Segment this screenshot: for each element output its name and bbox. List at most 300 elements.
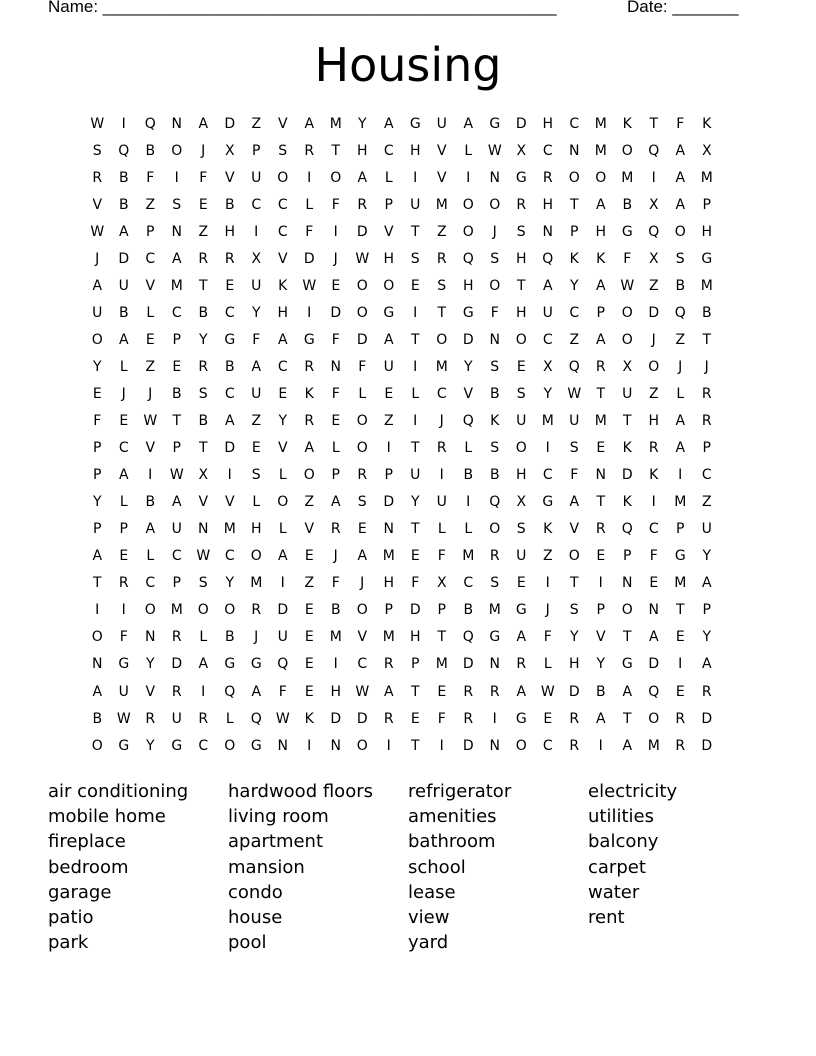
grid-letter: K [649,467,659,484]
grid-letter: P [702,440,711,457]
grid-letter: G [224,656,236,673]
grid-letter: I [413,169,418,186]
grid-letter: A [251,358,262,375]
grid-letter: R [463,710,474,727]
grid-letter: P [119,521,128,538]
grid-letter: V [145,440,156,457]
grid-letter: R [516,196,527,213]
grid-letter: B [463,467,474,484]
grid-letter: V [463,385,474,402]
grid-letter: W [143,413,158,430]
grid-letter: A [224,413,235,430]
grid-letter: H [648,413,660,430]
grid-letter: A [516,683,527,700]
grid-letter: I [201,683,206,700]
grid-letter: R [463,683,474,700]
grid-letter: L [437,521,446,538]
grid-letter: E [119,413,129,430]
grid-letter: L [543,656,552,673]
grid-letter: D [330,710,342,727]
grid-letter: U [118,683,129,700]
grid-letter: A [251,683,262,700]
grid-letter: I [333,223,338,240]
grid-letter: V [436,169,447,186]
grid-letter: I [545,575,550,592]
grid-letter: A [675,142,686,159]
grid-letter: M [223,521,236,538]
grid-letter: N [648,602,659,619]
grid-letter: X [648,250,659,267]
grid-letter: N [330,737,341,754]
grid-letter: R [542,169,553,186]
grid-letter: I [651,169,656,186]
grid-letter: X [622,358,633,375]
grid-letter: Q [648,683,660,700]
grid-letter: A [675,440,686,457]
grid-letter: H [515,250,527,267]
grid-letter: A [118,223,129,240]
grid-letter: I [280,575,285,592]
grid-letter: E [145,331,155,348]
grid-letter: C [277,358,288,375]
grid-letter: J [360,575,365,592]
grid-letter: B [675,277,686,294]
grid-letter: Q [277,656,289,673]
grid-letter: O [356,440,368,457]
grid-letter: E [119,548,129,565]
grid-letter: I [598,575,603,592]
grid-letter: T [437,304,447,321]
grid-letter: H [224,223,236,240]
grid-letter: L [464,440,473,457]
grid-letter: R [304,142,315,159]
grid-letter: P [411,656,420,673]
grid-letter: I [439,467,444,484]
grid-letter: N [489,656,500,673]
grid-letter: C [171,548,182,565]
grid-letter: X [542,358,553,375]
grid-letter: O [462,196,474,213]
grid-letter: I [678,656,683,673]
word-bank-item: bathroom [408,831,496,853]
grid-letter: L [119,358,128,375]
grid-letter: E [304,548,314,565]
grid-letter: F [331,196,340,213]
grid-letter: T [622,710,632,727]
grid-letter: A [357,169,368,186]
grid-letter: S [516,223,526,240]
grid-letter: Y [463,358,473,375]
grid-letter: X [516,142,527,159]
grid-letter: R [198,710,209,727]
grid-letter: G [621,223,633,240]
grid-letter: C [383,142,394,159]
grid-letter: G [621,656,633,673]
grid-letter: D [462,737,474,754]
grid-letter: F [199,169,208,186]
grid-letter: B [145,494,156,511]
grid-letter: G [409,115,421,132]
grid-letter: D [118,250,130,267]
grid-letter: E [410,548,420,565]
grid-letter: G [250,656,262,673]
grid-letter: H [568,656,580,673]
grid-letter: C [224,548,235,565]
grid-letter: X [701,142,712,159]
grid-letter: J [333,250,338,267]
grid-letter: O [91,737,103,754]
grid-letter: G [489,115,501,132]
grid-letter: B [224,196,235,213]
word-bank-item: carpet [588,856,646,878]
grid-letter: S [490,575,500,592]
grid-letter: O [595,169,607,186]
grid-letter: Y [145,656,155,673]
grid-letter: H [277,304,289,321]
grid-letter: O [489,521,501,538]
grid-letter: A [701,656,712,673]
grid-letter: G [489,629,501,646]
grid-letter: D [303,250,315,267]
grid-letter: D [701,737,713,754]
grid-letter: J [678,358,683,375]
grid-letter: I [333,656,338,673]
grid-letter: O [330,169,342,186]
grid-letter: C [224,304,235,321]
grid-letter: D [462,656,474,673]
grid-letter: K [543,521,553,538]
grid-letter: F [331,331,340,348]
word-bank-item: bedroom [48,856,129,878]
grid-letter: P [172,440,181,457]
grid-letter: M [462,548,475,565]
grid-letter: S [490,440,500,457]
grid-letter: W [620,277,635,294]
grid-letter: O [356,413,368,430]
grid-letter: E [649,575,659,592]
grid-letter: G [515,710,527,727]
grid-letter: U [542,304,553,321]
date-field-label: Date: _______ [627,0,739,16]
grid-letter: E [278,385,288,402]
grid-letter: H [409,629,421,646]
grid-letter: R [489,548,500,565]
grid-letter: I [413,413,418,430]
word-bank [48,779,768,955]
grid-letter: I [174,169,179,186]
grid-letter: U [516,548,527,565]
grid-letter: R [569,737,580,754]
grid-letter: E [410,710,420,727]
grid-letter: C [198,737,209,754]
grid-letter: S [278,142,288,159]
grid-letter: P [437,602,446,619]
grid-letter: B [224,629,235,646]
grid-letter: V [224,494,235,511]
grid-letter: E [675,683,685,700]
grid-letter: W [90,115,105,132]
grid-letter: I [678,467,683,484]
grid-letter: O [356,277,368,294]
grid-letter: Q [224,683,236,700]
word-bank-item: fireplace [48,831,126,853]
grid-letter: U [622,385,633,402]
grid-letter: S [490,250,500,267]
grid-letter: L [384,169,393,186]
grid-letter: Q [462,413,474,430]
grid-letter: S [675,250,685,267]
grid-letter: I [545,440,550,457]
grid-letter: K [702,115,712,132]
word-bank-item: balcony [588,831,659,853]
grid-letter: X [648,196,659,213]
grid-letter: W [275,710,290,727]
grid-letter: F [490,304,499,321]
grid-letter: P [570,223,579,240]
grid-letter: Z [145,358,156,375]
grid-letter: I [386,440,391,457]
grid-letter: P [596,602,605,619]
grid-letter: N [330,358,341,375]
grid-letter: F [623,250,632,267]
grid-letter: Q [489,494,501,511]
grid-letter: E [596,548,606,565]
grid-letter: V [277,250,288,267]
grid-letter: A [595,331,606,348]
word-bank-item: garage [48,881,112,903]
grid-letter: L [464,521,473,538]
grid-letter: J [121,385,126,402]
grid-letter: I [227,467,232,484]
grid-letter: A [330,494,341,511]
grid-letter: V [198,494,209,511]
grid-letter: R [145,710,156,727]
grid-letter: P [384,196,393,213]
grid-letter: S [490,358,500,375]
grid-letter: A [198,656,209,673]
grid-letter: O [515,440,527,457]
grid-letter: L [676,385,685,402]
grid-letter: F [358,358,367,375]
grid-letter: Q [144,115,156,132]
grid-letter: P [623,548,632,565]
grid-letter: B [92,710,103,727]
grid-letter: U [171,521,182,538]
grid-letter: N [171,223,182,240]
grid-letter: F [649,548,658,565]
grid-letter: M [435,358,448,375]
grid-letter: K [278,277,288,294]
grid-letter: A [92,548,103,565]
grid-letter: O [674,223,686,240]
grid-letter: A [92,683,103,700]
grid-letter: B [463,602,474,619]
grid-letter: N [92,656,103,673]
grid-letter: V [92,196,103,213]
grid-letter: W [196,548,211,565]
grid-letter: Y [596,656,606,673]
grid-letter: T [437,629,447,646]
grid-letter: U [118,277,129,294]
grid-letter: Y [251,304,261,321]
grid-letter: M [594,115,607,132]
grid-letter: S [569,440,579,457]
grid-letter: E [516,575,526,592]
grid-letter: O [91,629,103,646]
grid-letter: J [333,548,338,565]
grid-letter: F [331,385,340,402]
grid-letter: D [462,331,474,348]
grid-letter: R [198,250,209,267]
grid-letter: Z [675,331,686,348]
grid-letter: E [251,440,261,457]
grid-letter: E [357,521,367,538]
grid-letter: A [701,575,712,592]
grid-letter: C [277,196,288,213]
grid-letter: I [148,467,153,484]
grid-letter: A [198,115,209,132]
grid-letter: F [543,629,552,646]
grid-letter: R [304,413,315,430]
grid-letter: C [118,440,129,457]
grid-letter: V [569,521,580,538]
grid-letter: H [515,304,527,321]
grid-letter: S [92,142,102,159]
grid-letter: W [116,710,131,727]
grid-letter: R [701,683,712,700]
grid-letter: A [383,115,394,132]
word-bank-item: pool [228,932,267,954]
grid-letter: B [489,385,500,402]
grid-letter: J [704,358,709,375]
grid-letter: I [492,710,497,727]
grid-letter: O [197,602,209,619]
grid-letter: B [224,358,235,375]
grid-letter: L [225,710,234,727]
grid-letter: M [700,277,713,294]
grid-letter: P [331,467,340,484]
grid-letter: P [384,602,393,619]
grid-letter: V [304,521,315,538]
grid-letter: F [119,629,128,646]
grid-letter: N [569,142,580,159]
grid-letter: E [304,629,314,646]
grid-letter: M [329,629,342,646]
word-bank-item: lease [408,881,456,903]
grid-letter: P [596,304,605,321]
grid-letter: I [307,737,312,754]
grid-letter: B [198,304,209,321]
grid-letter: H [542,115,554,132]
grid-letter: Z [304,494,315,511]
grid-letter: A [463,115,474,132]
grid-letter: L [305,196,314,213]
grid-letter: F [93,413,102,430]
grid-letter: D [224,115,236,132]
grid-letter: Z [304,575,315,592]
grid-letter: D [356,223,368,240]
word-bank-item: yard [408,932,449,954]
grid-letter: L [411,385,420,402]
grid-letter: S [198,575,208,592]
grid-letter: A [145,521,156,538]
grid-letter: H [330,683,342,700]
grid-letter: K [569,250,579,267]
grid-letter: I [386,737,391,754]
grid-letter: L [278,467,287,484]
grid-letter: V [145,683,156,700]
grid-letter: C [145,250,156,267]
grid-letter: H [701,223,713,240]
grid-letter: F [305,223,314,240]
grid-letter: L [146,304,155,321]
grid-letter: R [330,521,341,538]
grid-letter: G [250,737,262,754]
grid-letter: E [596,440,606,457]
grid-letter: V [277,440,288,457]
grid-letter: T [331,142,341,159]
grid-letter: F [437,710,446,727]
grid-letter: B [171,385,182,402]
grid-letter: U [436,494,447,511]
grid-letter: P [93,440,102,457]
word-bank-item: amenities [408,806,497,828]
grid-letter: E [384,385,394,402]
grid-letter: C [357,656,368,673]
grid-letter: M [621,169,634,186]
grid-letter: A [569,494,580,511]
grid-letter: H [250,521,262,538]
grid-letter: D [648,304,660,321]
grid-letter: J [201,142,206,159]
grid-letter: M [435,196,448,213]
grid-letter: M [674,494,687,511]
grid-letter: O [224,737,236,754]
grid-letter: C [542,737,553,754]
word-bank-item: mobile home [48,806,166,828]
grid-letter: M [250,575,263,592]
grid-letter: C [701,467,712,484]
word-bank-item: refrigerator [408,781,512,802]
grid-letter: T [569,575,579,592]
grid-letter: R [436,250,447,267]
grid-letter: O [224,602,236,619]
grid-letter: W [540,683,555,700]
grid-letter: T [675,602,685,619]
grid-letter: Y [702,548,712,565]
grid-letter: R [357,467,368,484]
grid-letter: O [462,223,474,240]
grid-letter: N [489,331,500,348]
grid-letter: P [93,467,102,484]
grid-letter: N [277,737,288,754]
grid-letter: T [410,223,420,240]
grid-letter: U [171,710,182,727]
grid-letter: N [595,467,606,484]
grid-letter: M [594,142,607,159]
grid-letter: X [198,467,209,484]
grid-letter: D [356,710,368,727]
grid-letter: R [489,683,500,700]
grid-letter: M [382,629,395,646]
grid-letter: V [595,629,606,646]
grid-letter: D [701,710,713,727]
grid-letter: N [198,521,209,538]
grid-letter: L [464,142,473,159]
grid-letter: O [303,467,315,484]
grid-letter: S [172,196,182,213]
grid-letter: A [118,331,129,348]
